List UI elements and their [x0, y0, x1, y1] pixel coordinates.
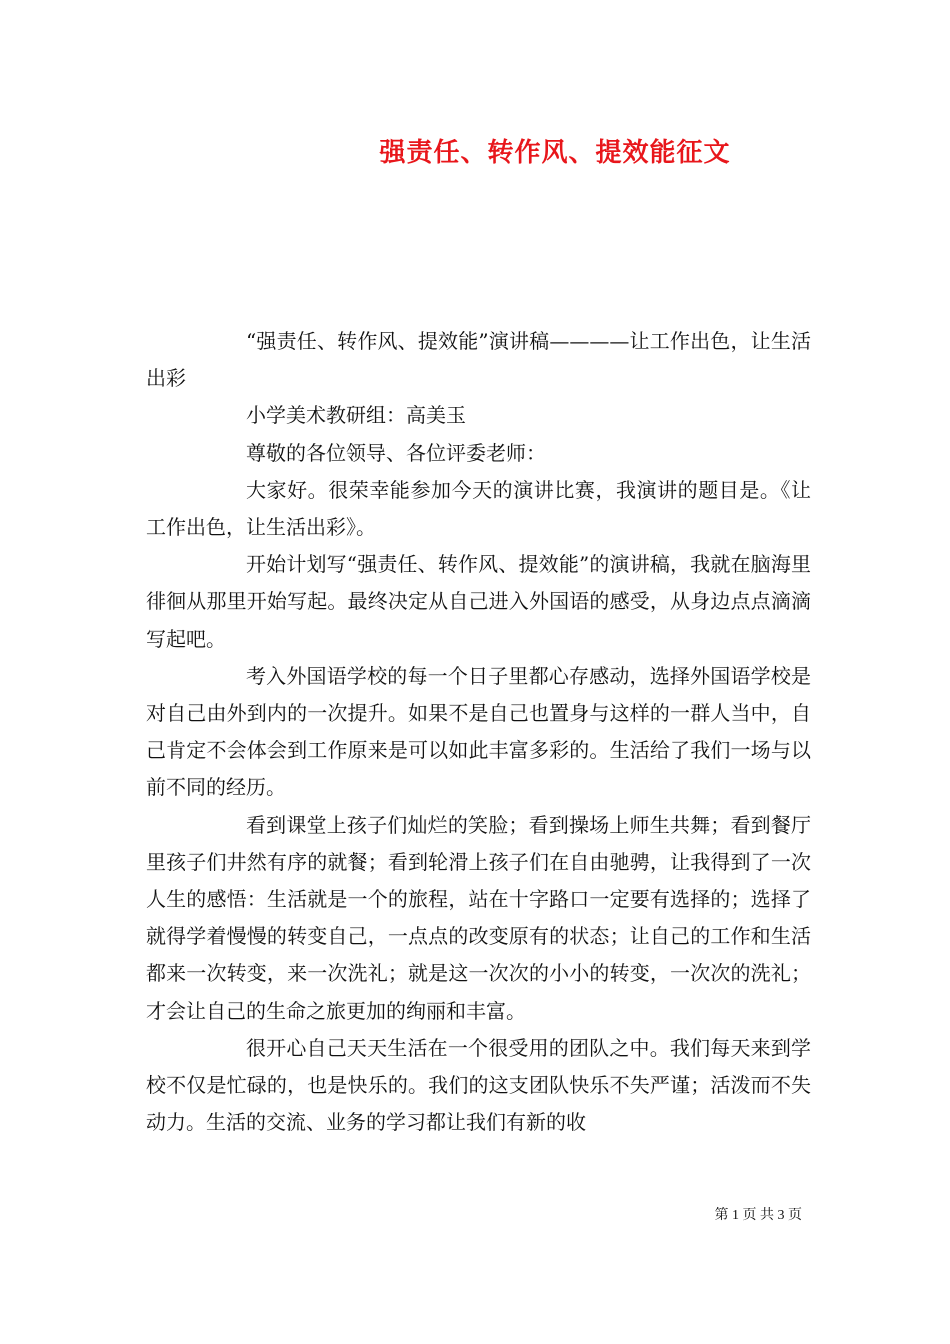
- paragraph: 很开心自己天天生活在一个很受用的团队之中。我们每天来到学校不仅是忙碌的，也是快乐的。我们的这支团队快乐不失严谨；活泼而不失动力。生活的交流、业务的学习都让我们有新的收: [146, 1035, 811, 1135]
- paragraph: 看到课堂上孩子们灿烂的笑脸；看到操场上师生共舞；看到餐厅里孩子们井然有序的就餐；看到轮滑上孩子们在自由驰骋，让我得到了一次人生的感悟：生活就是一个的旅程，站在十字路口一定要有选择的；选择了就得学着慢慢的转变自己，一点点的改变原有的状态；让自己的工作和生活都来一次转变，来一次洗礼；就是这一次次的小小的转变，一次次的洗礼；才会让自己的生命之旅更加的绚丽和丰富。: [146, 812, 811, 1023]
- page-number-footer: 第 1 页 共 3 页: [714, 1208, 802, 1223]
- document-body: [146, 323, 811, 1141]
- document-title: 强责任、转作风、提效能征文: [379, 138, 731, 168]
- paragraph-speech-heading: “强责任、转作风、提效能”演讲稿————让工作出色，让生活出彩: [146, 329, 811, 391]
- paragraph-author: 小学美术教研组：高美玉: [246, 403, 466, 428]
- paragraph: 考入外国语学校的每一个日子里都心存感动，选择外国语学校是对自己由外到内的一次提升。如果不是自己也置身与这样的一群人当中，自己肯定不会体会到工作原来是可以如此丰富多彩的。生活给了我们一场与以前不同的经历。: [146, 663, 811, 800]
- paragraph: 开始计划写“强责任、转作风、提效能”的演讲稿，我就在脑海里徘徊从那里开始写起。最终决定从自己进入外国语的感受，从身边点点滴滴写起吧。: [146, 552, 811, 651]
- paragraph: 大家好。很荣幸能参加今天的演讲比赛，我演讲的题目是。《让工作出色，让生活出彩》。: [146, 477, 811, 540]
- paragraph-salutation: 尊敬的各位领导、各位评委老师：: [246, 440, 546, 465]
